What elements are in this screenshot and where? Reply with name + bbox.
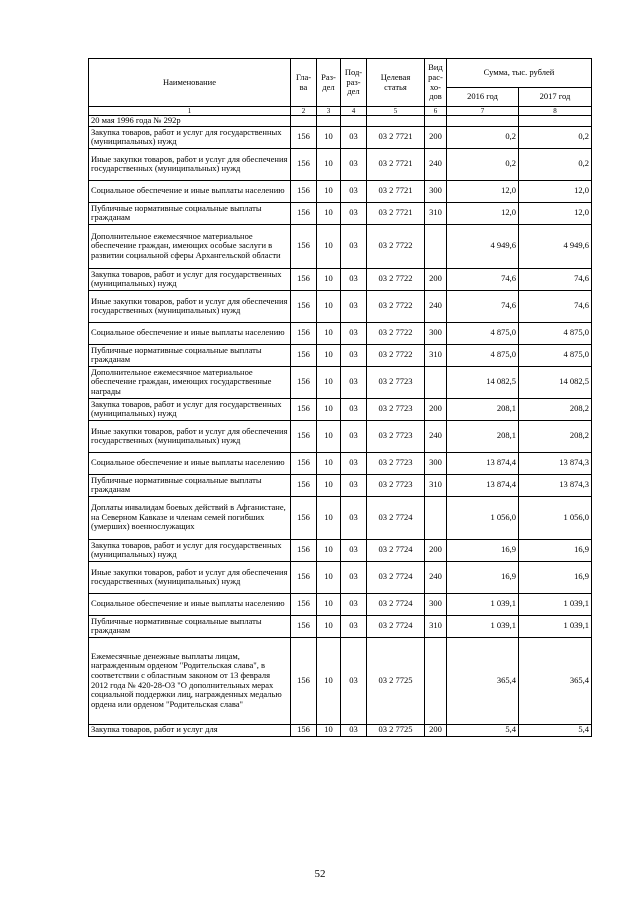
col-header-name: Наименование	[89, 59, 291, 107]
row-target: 03 2 7723	[367, 452, 425, 474]
row-name: Публичные нормативные социальные выплаты гражданам	[89, 202, 291, 224]
row-glava: 156	[291, 398, 317, 420]
row-vid: 300	[425, 180, 447, 202]
row-razdel: 10	[317, 180, 341, 202]
row-target: 03 2 7722	[367, 224, 425, 268]
table-row	[89, 637, 592, 724]
row-name: Публичные нормативные социальные выплаты гражданам	[89, 615, 291, 637]
row-name: Закупка товаров, работ и услуг для государственных (муниципальных) нужд	[89, 126, 291, 148]
row-podrazdel: 03	[341, 398, 367, 420]
row-glava: 156	[291, 344, 317, 366]
row-razdel: 10	[317, 290, 341, 322]
table-row	[89, 724, 592, 736]
row-target: 03 2 7723	[367, 474, 425, 496]
row-glava: 156	[291, 637, 317, 724]
row-razdel: 10	[317, 615, 341, 637]
row-podrazdel: 03	[341, 474, 367, 496]
table-row	[89, 126, 592, 148]
row-glava	[291, 116, 317, 127]
row-podrazdel: 03	[341, 126, 367, 148]
row-target: 03 2 7722	[367, 322, 425, 344]
row-vid: 240	[425, 561, 447, 593]
row-name: Закупка товаров, работ и услуг для государственных (муниципальных) нужд	[89, 398, 291, 420]
row-value-2016: 365,4	[447, 637, 519, 724]
row-name: Иные закупки товаров, работ и услуг для обеспечения государственных (муниципальных) нужд	[89, 420, 291, 452]
row-glava: 156	[291, 268, 317, 290]
table-row	[89, 202, 592, 224]
row-value-2016: 5,4	[447, 724, 519, 736]
row-value-2016: 4 949,6	[447, 224, 519, 268]
row-vid: 310	[425, 474, 447, 496]
table-row	[89, 615, 592, 637]
table-body	[89, 116, 592, 737]
row-name: Публичные нормативные социальные выплаты гражданам	[89, 474, 291, 496]
row-razdel: 10	[317, 224, 341, 268]
row-razdel: 10	[317, 420, 341, 452]
row-razdel: 10	[317, 593, 341, 615]
table-row	[89, 474, 592, 496]
row-vid	[425, 637, 447, 724]
row-vid: 300	[425, 322, 447, 344]
row-name: 20 мая 1996 года № 292р	[89, 116, 291, 127]
row-podrazdel: 03	[341, 496, 367, 539]
col-header-glava: Гла- ва	[291, 59, 317, 107]
row-podrazdel: 03	[341, 366, 367, 398]
row-vid: 300	[425, 452, 447, 474]
row-name: Закупка товаров, работ и услуг для государственных (муниципальных) нужд	[89, 539, 291, 561]
row-value-2016: 74,6	[447, 290, 519, 322]
row-value-2016: 0,2	[447, 148, 519, 180]
row-vid: 310	[425, 344, 447, 366]
row-value-2017: 74,6	[519, 290, 592, 322]
row-glava: 156	[291, 180, 317, 202]
row-value-2017: 1 039,1	[519, 593, 592, 615]
column-number: 5	[367, 107, 425, 116]
table-row	[89, 224, 592, 268]
row-target: 03 2 7724	[367, 496, 425, 539]
row-target: 03 2 7724	[367, 615, 425, 637]
row-value-2016: 4 875,0	[447, 344, 519, 366]
row-vid	[425, 366, 447, 398]
table-row	[89, 116, 592, 127]
row-razdel: 10	[317, 561, 341, 593]
row-value-2017: 12,0	[519, 202, 592, 224]
row-value-2017: 0,2	[519, 148, 592, 180]
row-name: Публичные нормативные социальные выплаты гражданам	[89, 344, 291, 366]
table-row	[89, 366, 592, 398]
row-vid: 300	[425, 593, 447, 615]
row-vid: 200	[425, 539, 447, 561]
row-value-2016: 208,1	[447, 398, 519, 420]
row-value-2016: 1 056,0	[447, 496, 519, 539]
row-target: 03 2 7721	[367, 202, 425, 224]
row-target: 03 2 7722	[367, 290, 425, 322]
row-glava: 156	[291, 593, 317, 615]
row-value-2016: 12,0	[447, 202, 519, 224]
row-glava: 156	[291, 322, 317, 344]
row-podrazdel: 03	[341, 539, 367, 561]
row-value-2017: 4 949,6	[519, 224, 592, 268]
row-target: 03 2 7724	[367, 561, 425, 593]
row-value-2016: 16,9	[447, 539, 519, 561]
row-value-2016: 12,0	[447, 180, 519, 202]
row-value-2016: 1 039,1	[447, 593, 519, 615]
row-name: Закупка товаров, работ и услуг для	[89, 724, 291, 736]
row-podrazdel: 03	[341, 593, 367, 615]
row-target: 03 2 7724	[367, 539, 425, 561]
column-number: 3	[317, 107, 341, 116]
row-razdel: 10	[317, 398, 341, 420]
row-value-2017: 365,4	[519, 637, 592, 724]
col-header-vid: Вид рас- хо- дов	[425, 59, 447, 107]
row-target: 03 2 7722	[367, 268, 425, 290]
row-vid: 200	[425, 398, 447, 420]
row-podrazdel: 03	[341, 420, 367, 452]
row-target: 03 2 7725	[367, 724, 425, 736]
row-podrazdel: 03	[341, 724, 367, 736]
row-razdel: 10	[317, 268, 341, 290]
column-number: 7	[447, 107, 519, 116]
row-value-2016: 13 874,4	[447, 474, 519, 496]
row-podrazdel: 03	[341, 322, 367, 344]
row-name: Дополнительное ежемесячное материальное обеспечение граждан, имеющих особые заслуги в развитии социальной сферы Архангельской области	[89, 224, 291, 268]
row-razdel: 10	[317, 322, 341, 344]
row-glava: 156	[291, 224, 317, 268]
row-target: 03 2 7721	[367, 126, 425, 148]
row-target: 03 2 7723	[367, 398, 425, 420]
row-value-2017: 4 875,0	[519, 344, 592, 366]
table-row	[89, 180, 592, 202]
row-value-2017: 0,2	[519, 126, 592, 148]
col-header-sum: Сумма, тыс. рублей	[447, 59, 592, 88]
row-glava: 156	[291, 420, 317, 452]
row-value-2016: 208,1	[447, 420, 519, 452]
row-vid: 240	[425, 420, 447, 452]
row-target: 03 2 7722	[367, 344, 425, 366]
row-glava: 156	[291, 366, 317, 398]
row-glava: 156	[291, 496, 317, 539]
column-number: 4	[341, 107, 367, 116]
row-razdel: 10	[317, 344, 341, 366]
row-razdel: 10	[317, 452, 341, 474]
row-podrazdel: 03	[341, 290, 367, 322]
table-row	[89, 290, 592, 322]
row-vid: 310	[425, 202, 447, 224]
row-target: 03 2 7723	[367, 420, 425, 452]
table-row	[89, 452, 592, 474]
row-name: Иные закупки товаров, работ и услуг для обеспечения государственных (муниципальных) нужд	[89, 148, 291, 180]
col-header-2017: 2017 год	[519, 88, 592, 107]
row-target: 03 2 7721	[367, 180, 425, 202]
row-vid: 200	[425, 724, 447, 736]
row-podrazdel: 03	[341, 202, 367, 224]
row-razdel: 10	[317, 474, 341, 496]
row-value-2016: 0,2	[447, 126, 519, 148]
row-glava: 156	[291, 202, 317, 224]
row-name: Социальное обеспечение и иные выплаты населению	[89, 593, 291, 615]
row-target: 03 2 7725	[367, 637, 425, 724]
row-podrazdel: 03	[341, 637, 367, 724]
row-razdel: 10	[317, 148, 341, 180]
row-razdel: 10	[317, 539, 341, 561]
row-glava: 156	[291, 724, 317, 736]
col-header-2016: 2016 год	[447, 88, 519, 107]
table-row	[89, 420, 592, 452]
row-glava: 156	[291, 561, 317, 593]
row-name: Социальное обеспечение и иные выплаты населению	[89, 322, 291, 344]
row-value-2017: 1 056,0	[519, 496, 592, 539]
table-row	[89, 398, 592, 420]
row-value-2017: 14 082,5	[519, 366, 592, 398]
row-value-2017: 4 875,0	[519, 322, 592, 344]
row-glava: 156	[291, 290, 317, 322]
row-vid: 310	[425, 615, 447, 637]
column-number: 2	[291, 107, 317, 116]
row-target: 03 2 7723	[367, 366, 425, 398]
row-razdel: 10	[317, 637, 341, 724]
row-razdel: 10	[317, 496, 341, 539]
row-target	[367, 116, 425, 127]
row-vid: 200	[425, 126, 447, 148]
row-value-2016: 4 875,0	[447, 322, 519, 344]
row-value-2017: 208,2	[519, 420, 592, 452]
row-podrazdel: 03	[341, 561, 367, 593]
row-podrazdel: 03	[341, 180, 367, 202]
row-value-2017: 16,9	[519, 561, 592, 593]
row-razdel: 10	[317, 126, 341, 148]
row-podrazdel: 03	[341, 268, 367, 290]
row-vid	[425, 496, 447, 539]
row-name: Социальное обеспечение и иные выплаты населению	[89, 180, 291, 202]
row-glava: 156	[291, 126, 317, 148]
row-glava: 156	[291, 615, 317, 637]
row-vid	[425, 224, 447, 268]
row-value-2017: 208,2	[519, 398, 592, 420]
row-podrazdel: 03	[341, 148, 367, 180]
row-podrazdel: 03	[341, 344, 367, 366]
row-value-2017: 1 039,1	[519, 615, 592, 637]
column-number: 1	[89, 107, 291, 116]
row-vid	[425, 116, 447, 127]
row-value-2017: 5,4	[519, 724, 592, 736]
row-value-2017	[519, 116, 592, 127]
column-number: 6	[425, 107, 447, 116]
row-value-2017: 12,0	[519, 180, 592, 202]
table-row	[89, 268, 592, 290]
row-podrazdel: 03	[341, 224, 367, 268]
row-value-2016: 13 874,4	[447, 452, 519, 474]
row-value-2016: 74,6	[447, 268, 519, 290]
row-razdel: 10	[317, 366, 341, 398]
row-vid: 240	[425, 290, 447, 322]
row-name: Закупка товаров, работ и услуг для государственных (муниципальных) нужд	[89, 268, 291, 290]
row-glava: 156	[291, 452, 317, 474]
table-row	[89, 148, 592, 180]
row-podrazdel: 03	[341, 452, 367, 474]
page-number: 52	[314, 868, 326, 880]
row-name: Иные закупки товаров, работ и услуг для обеспечения государственных (муниципальных) нужд	[89, 290, 291, 322]
row-vid: 200	[425, 268, 447, 290]
row-value-2016: 16,9	[447, 561, 519, 593]
col-header-razdel: Раз- дел	[317, 59, 341, 107]
row-target: 03 2 7724	[367, 593, 425, 615]
row-value-2016	[447, 116, 519, 127]
row-name: Иные закупки товаров, работ и услуг для обеспечения государственных (муниципальных) нужд	[89, 561, 291, 593]
budget-table	[88, 58, 592, 737]
table-row	[89, 496, 592, 539]
col-header-podrazdel: Под- раз- дел	[341, 59, 367, 107]
row-value-2016: 14 082,5	[447, 366, 519, 398]
column-number: 8	[519, 107, 592, 116]
table-row	[89, 593, 592, 615]
row-name: Дополнительное ежемесячное материальное обеспечение граждан, имеющих государственные награды	[89, 366, 291, 398]
row-value-2017: 74,6	[519, 268, 592, 290]
row-value-2017: 13 874,3	[519, 474, 592, 496]
row-value-2017: 16,9	[519, 539, 592, 561]
row-name: Ежемесячные денежные выплаты лицам, награжденным орденом "Родительская слава", в соответствии с областным законом от 13 февраля 2012 года № 420-28-ОЗ "О дополнительных мерах социальной поддержки лиц, награжденных медалью ордена или орденом "Родительская слава"	[89, 637, 291, 724]
table-row	[89, 539, 592, 561]
col-header-target: Целевая статья	[367, 59, 425, 107]
row-name: Доплаты инвалидам боевых действий в Афганистане, на Северном Кавказе и членам семей погибших (умерших) военнослужащих	[89, 496, 291, 539]
row-glava: 156	[291, 148, 317, 180]
row-glava: 156	[291, 539, 317, 561]
row-razdel	[317, 116, 341, 127]
table-row	[89, 561, 592, 593]
row-vid: 240	[425, 148, 447, 180]
table-row	[89, 344, 592, 366]
row-name: Социальное обеспечение и иные выплаты населению	[89, 452, 291, 474]
row-target: 03 2 7721	[367, 148, 425, 180]
row-podrazdel	[341, 116, 367, 127]
row-value-2017: 13 874,3	[519, 452, 592, 474]
row-razdel: 10	[317, 724, 341, 736]
row-razdel: 10	[317, 202, 341, 224]
row-glava: 156	[291, 474, 317, 496]
row-podrazdel: 03	[341, 615, 367, 637]
table-row	[89, 322, 592, 344]
row-value-2016: 1 039,1	[447, 615, 519, 637]
